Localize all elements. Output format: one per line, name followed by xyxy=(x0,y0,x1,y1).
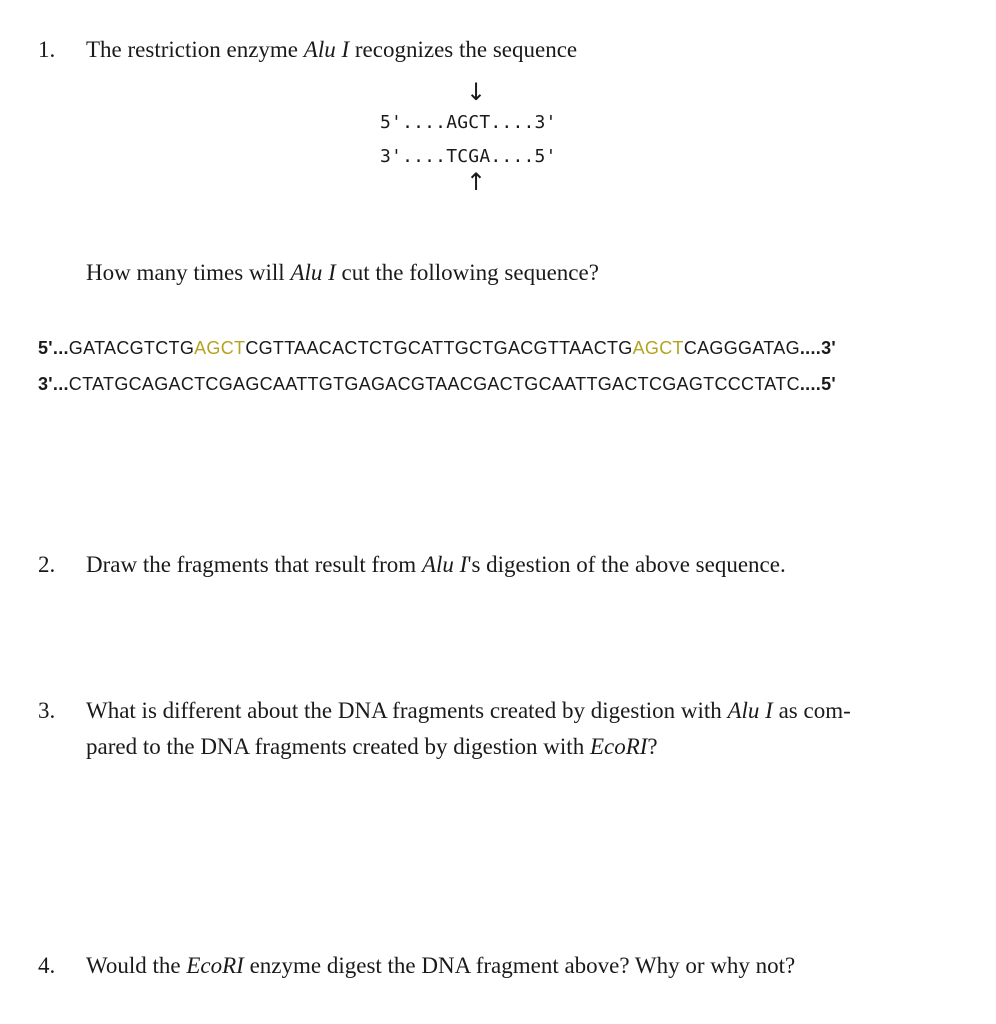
dna-bottom-strand xyxy=(38,373,968,395)
enzyme-name: Alu I xyxy=(303,37,350,62)
strand-end-label: 3'... xyxy=(38,374,69,394)
sequence-segment: GATACGTCTG xyxy=(68,338,195,358)
question-text-part: Draw the fragments that result from xyxy=(86,552,422,577)
highlighted-site: AGCT xyxy=(194,338,246,358)
recognition-top-strand: 5'....AGCT....3' xyxy=(380,112,557,133)
question-text xyxy=(86,547,986,583)
question-text-part: cut the following sequence? xyxy=(335,260,599,285)
dna-top-strand xyxy=(38,337,968,359)
strand-end-label: ....3' xyxy=(799,338,836,358)
sequence-segment: CGTTAACACTCTGCATTGCTGACGTTAACTG xyxy=(245,338,633,358)
question-text-part: How many times will xyxy=(86,260,291,285)
question-text xyxy=(86,693,986,765)
question-text xyxy=(86,948,986,984)
question-number: 3. xyxy=(38,698,56,723)
enzyme-name: EcoRI xyxy=(186,953,244,978)
question-text-part: enzyme digest the DNA fragment above? Why or why not? xyxy=(243,953,796,978)
question-text-part: as com- xyxy=(772,698,851,723)
question-number: 2. xyxy=(38,552,56,577)
question-text-part: pared to the DNA fragments created by digestion with xyxy=(86,734,590,759)
enzyme-name: EcoRI xyxy=(589,734,648,759)
enzyme-name: Alu I xyxy=(290,260,336,285)
strand-end-label: ....5' xyxy=(799,374,836,394)
strand-end-label: 5'... xyxy=(38,338,69,358)
question-text-part: Would the xyxy=(86,953,187,978)
sequence-segment: CTATGCAGACTCGAGCAATTGTGAGACGTAACGACTGCAATTGACTCGAGTCCCTATC xyxy=(68,374,800,394)
recognition-bottom-strand: 3'....TCGA....5' xyxy=(380,146,557,167)
question-text-part: What is different about the DNA fragments created by digestion with xyxy=(86,698,728,723)
question-text xyxy=(86,32,986,68)
sequence-segment: CAGGGATAG xyxy=(683,338,800,358)
question-text-part: 's digestion of the above sequence. xyxy=(467,552,786,577)
cut-arrow-down-icon: ↓ xyxy=(466,78,487,106)
enzyme-name: Alu I xyxy=(421,552,468,577)
question-text-part: recognizes the sequence xyxy=(349,37,578,62)
question-text-part: ? xyxy=(647,734,658,759)
question-number: 4. xyxy=(38,953,56,978)
question-number: 1. xyxy=(38,37,56,62)
enzyme-name: Alu I xyxy=(727,698,773,723)
cut-arrow-up-icon: ↑ xyxy=(466,168,487,196)
question-text-part: The restriction enzyme xyxy=(86,37,304,62)
recognition-sequence xyxy=(380,80,600,200)
sub-question xyxy=(86,257,599,289)
highlighted-site: AGCT xyxy=(632,338,684,358)
